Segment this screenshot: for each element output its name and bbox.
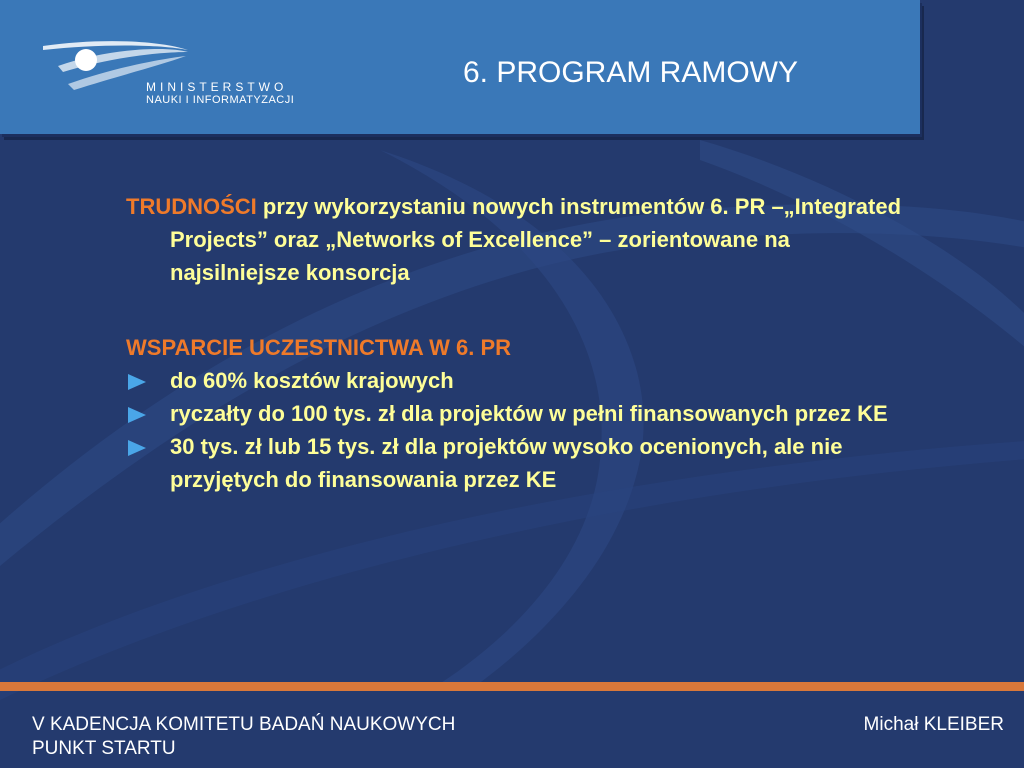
footer-author: Michał KLEIBER	[863, 714, 1004, 735]
slide-header	[0, 0, 920, 134]
bullet-text: 30 tys. zł lub 15 tys. zł dla projektów wysoko ocenionych, ale nie przyjętych do finansowania przez KE	[170, 434, 843, 492]
difficulties-paragraph	[126, 190, 906, 289]
difficulties-text: przy wykorzystaniu nowych instrumentów 6. PR –„Integrated Projects” oraz „Networks of Excellence” – zorientowane na najsilniejsze konsorcja	[170, 194, 902, 285]
list-item	[126, 364, 906, 397]
triangle-bullet-icon	[128, 374, 146, 390]
slide-title: 6. PROGRAM RAMOWY	[462, 56, 798, 89]
triangle-bullet-icon	[128, 407, 146, 423]
logo-text-ministerstwo: MINISTERSTWO	[146, 80, 288, 94]
footer-start-point: PUNKT STARTU	[32, 738, 176, 759]
triangle-bullet-icon	[128, 440, 146, 456]
list-item	[126, 430, 906, 496]
bullet-text: ryczałty do 100 tys. zł dla projektów w pełni finansowanych przez KE	[170, 401, 888, 426]
list-item	[126, 397, 906, 430]
footer-left	[32, 713, 455, 761]
difficulties-heading: TRUDNOŚCI	[126, 194, 257, 219]
footer-committee: V KADENCJA KOMITETU BADAŃ NAUKOWYCH	[32, 714, 456, 735]
slide-content	[126, 190, 906, 496]
bullet-text: do 60% kosztów krajowych	[170, 368, 454, 393]
logo-text-nauki: NAUKI I INFORMATYZACJI	[146, 94, 295, 106]
support-heading: WSPARCIE UCZESTNICTWA W 6. PR	[126, 335, 511, 360]
footer-divider	[0, 682, 1024, 691]
